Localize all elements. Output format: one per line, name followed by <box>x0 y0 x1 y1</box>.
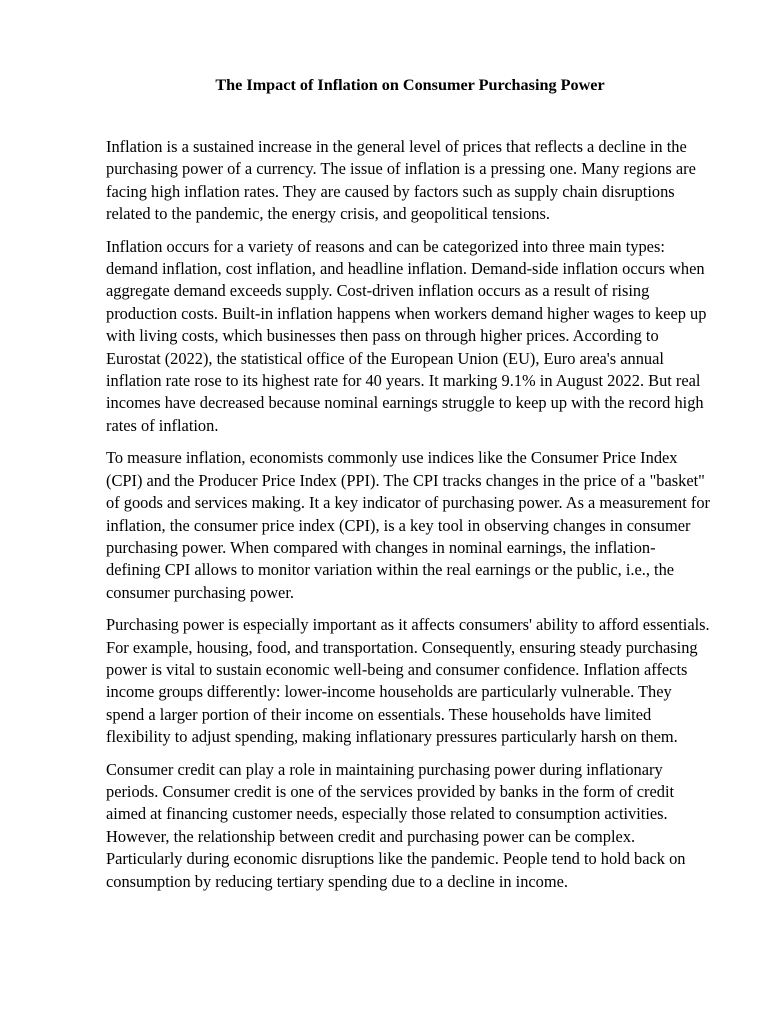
paragraph-1: Inflation is a sustained increase in the general level of prices that reflects a decline in the purchasing power of a currency. The issue of inflation is a pressing one. Many regions are facing high inflation rates. They are caused by factors such as supply chain disruptions related to the pandemic, the energy crisis, and geopolitical tensions. <box>106 137 696 224</box>
paragraph-4: Purchasing power is especially important as it affects consumers' ability to afford essentials. For example, housing, food, and transportation. Consequently, ensuring steady purchasing power is vital to sustain economic well-being and consumer confidence. Inflation affects income groups differently: lower-income households are particularly vulnerable. They spend a larger portion of their income on essentials. These households have limited flexibility to adjust spending, making inflationary pressures particularly harsh on them. <box>106 615 710 747</box>
paragraph-5: Consumer credit can play a role in maintaining purchasing power during inflationary periods. Consumer credit is one of the services provided by banks in the form of credit aimed at financing customer needs, especially those related to consumption activities. However, the relationship between credit and purchasing power can be complex. Particularly during economic disruptions like the pandemic. People tend to hold back on consumption by reducing tertiary spending due to a decline in income. <box>106 759 686 891</box>
paragraph-3: To measure inflation, economists commonly use indices like the Consumer Price Index (CPI) and the Producer Price Index (PPI). The CPI tracks changes in the price of a "basket" of goods and services making. It a key indicator of purchasing power. As a measurement for inflation, the consumer price index (CPI), is a key tool in observing changes in consumer purchasing power. When compared with changes in nominal earnings, the inflation-defining CPI allows to monitor variation within the real earnings or the public, i.e., the consumer purchasing power. <box>106 448 711 602</box>
document-body <box>106 136 710 903</box>
paragraph-2: Inflation occurs for a variety of reasons and can be categorized into three main types: demand inflation, cost inflation, and headline inflation. Demand-side inflation occurs when aggregate demand exceeds supply. Cost-driven inflation occurs as a result of rising production costs. Built-in inflation happens when workers demand higher wages to keep up with living costs, which businesses then pass on through higher prices. According to Eurostat (2022), the statistical office of the European Union (EU), Euro area's annual inflation rate rose to its highest rate for 40 years. It marking 9.1% in August 2022. But real incomes have decreased because nominal earnings struggle to keep up with the record high rates of inflation. <box>106 236 707 435</box>
document-title: The Impact of Inflation on Consumer Purchasing Power <box>215 76 605 94</box>
